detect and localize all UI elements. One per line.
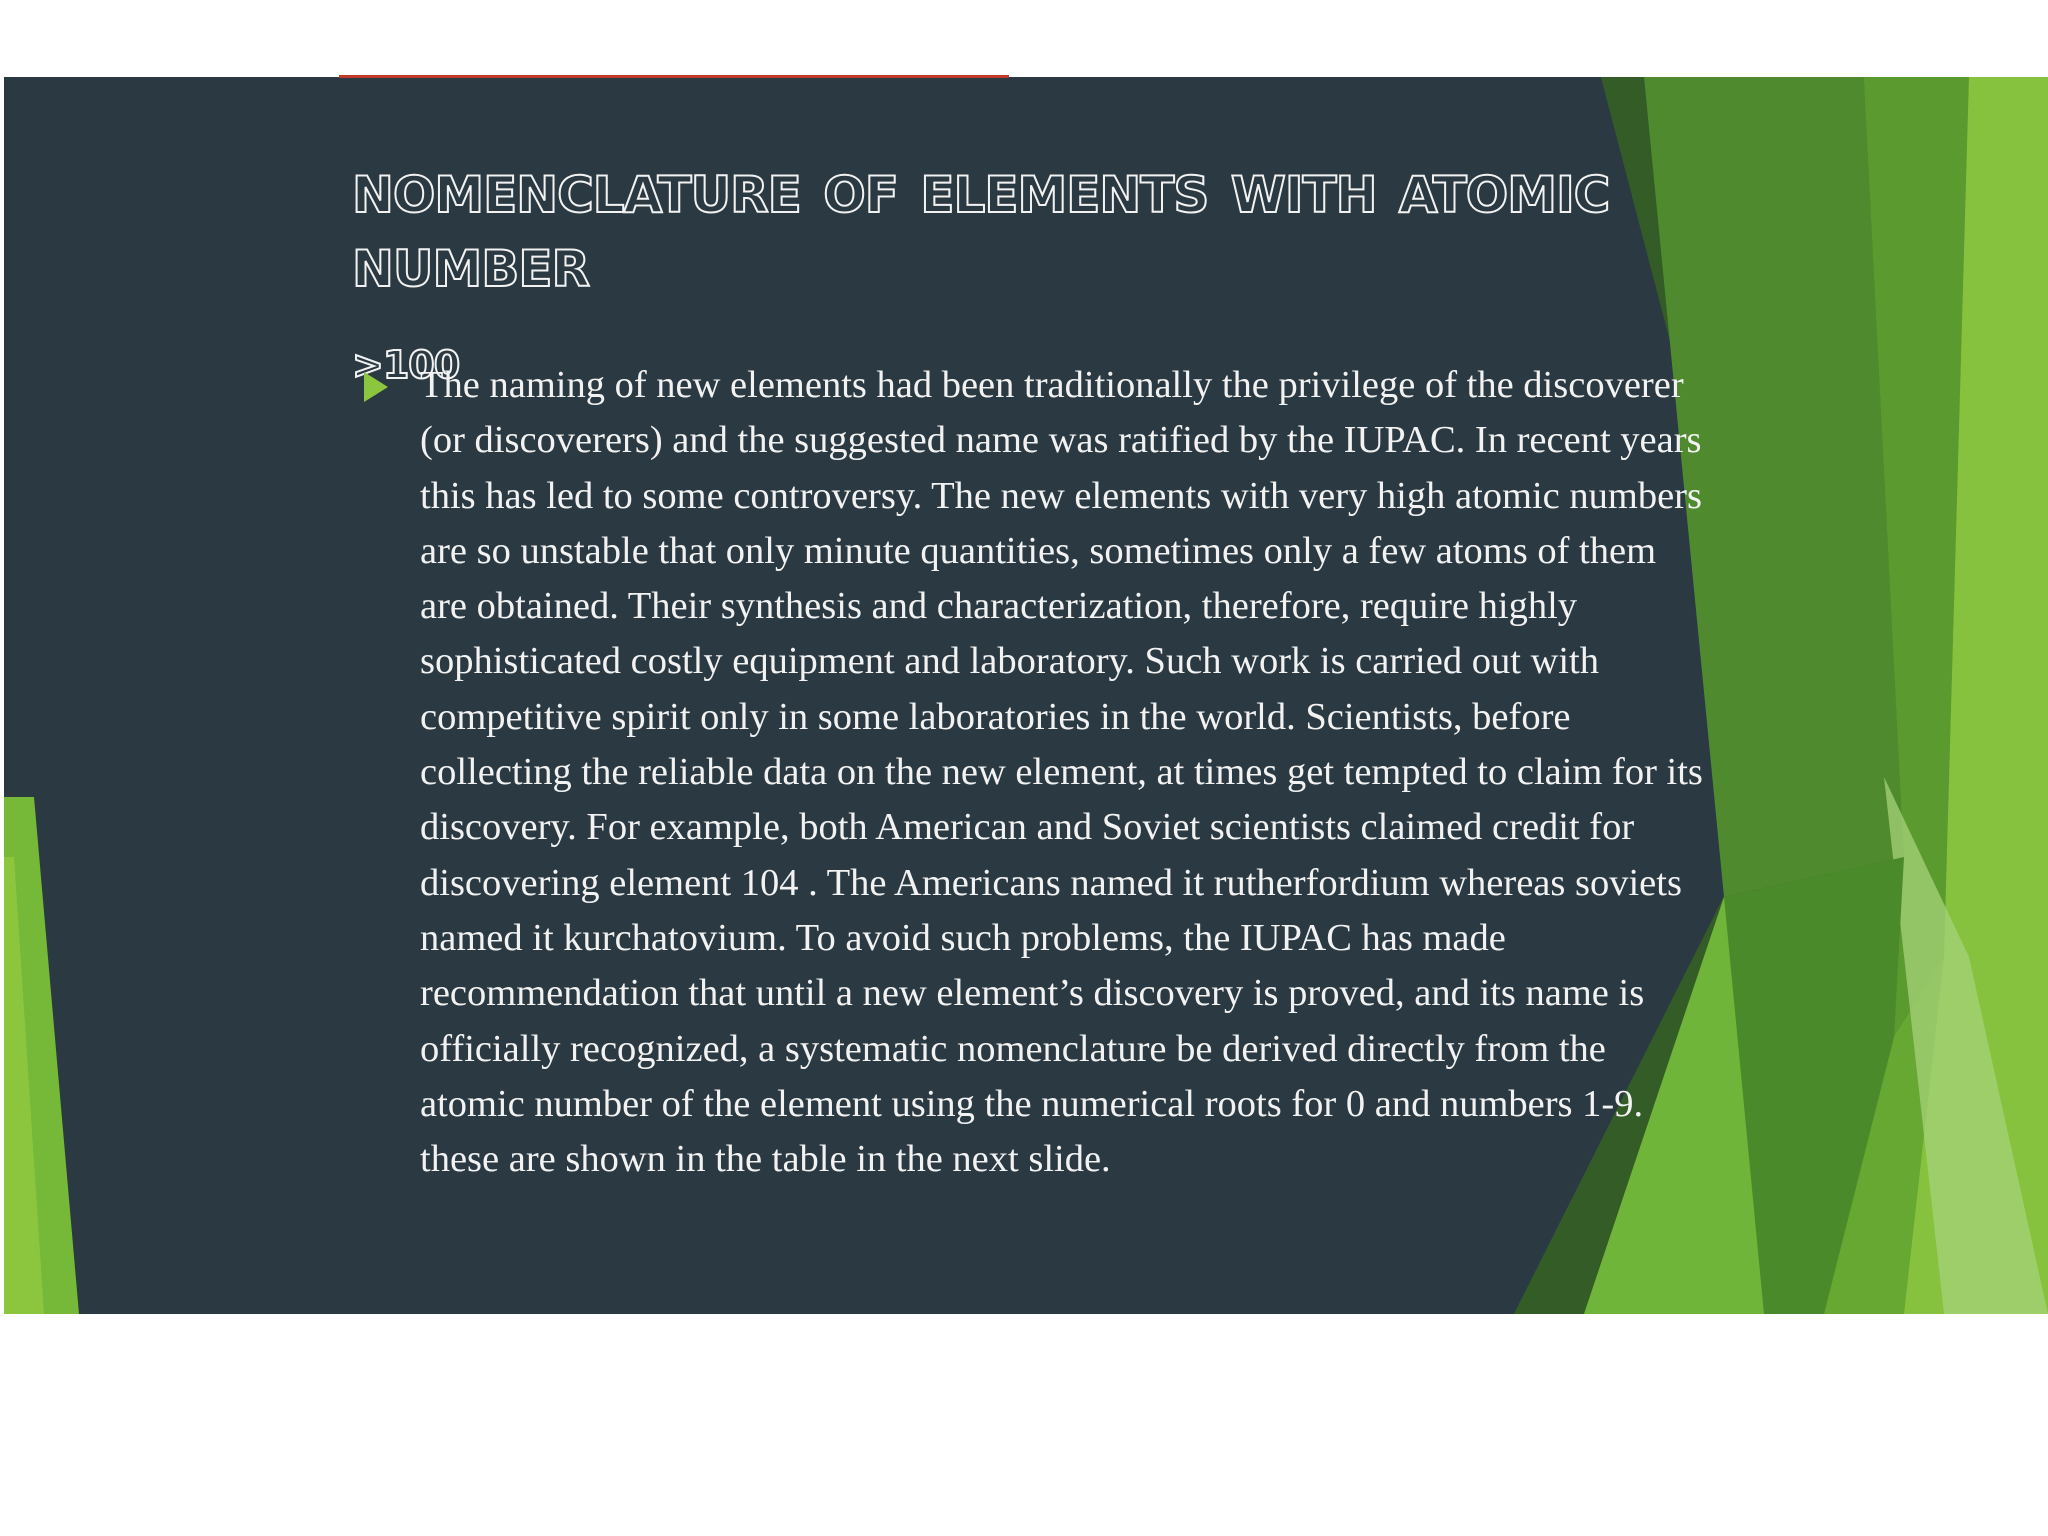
top-accent-bar bbox=[339, 75, 1009, 78]
slide-body-text: The naming of new elements had been traditionally the privilege of the discoverer (or discoverers) and the suggested name was ratified by the IUPAC. In recent years this has led to some controversy. The new elements with very high atomic numbers are so unstable that only minute quantities, sometimes only a few atoms of them are obtained. Their synthesis and characterization, therefore, require highly sophisticated costly equipment and laboratory. Such work is carried out with competitive spirit only in some laboratories in the world. Scientists, before collecting the reliable data on the new element, at times get tempted to claim for its discovery. For example, both American and Soviet scientists claimed credit for discovering element 104 . The Americans named it rutherfordium whereas soviets named it kurchatovium. To avoid such problems, the IUPAC has made recommendation that until a new element’s discovery is proved, and its name is officially recognized, a systematic nomenclature be derived directly from the atomic number of the element using the numerical roots for 0 and numbers 1-9. these are shown in the table in the next slide. bbox=[420, 364, 1703, 1181]
slide-title-line-2: >100 bbox=[352, 343, 460, 387]
triangle-bullet-icon bbox=[364, 372, 388, 402]
slide-title-line-1: NOMENCLATURE OF ELEMENTS WITH ATOMIC NUMBER bbox=[352, 166, 1610, 298]
